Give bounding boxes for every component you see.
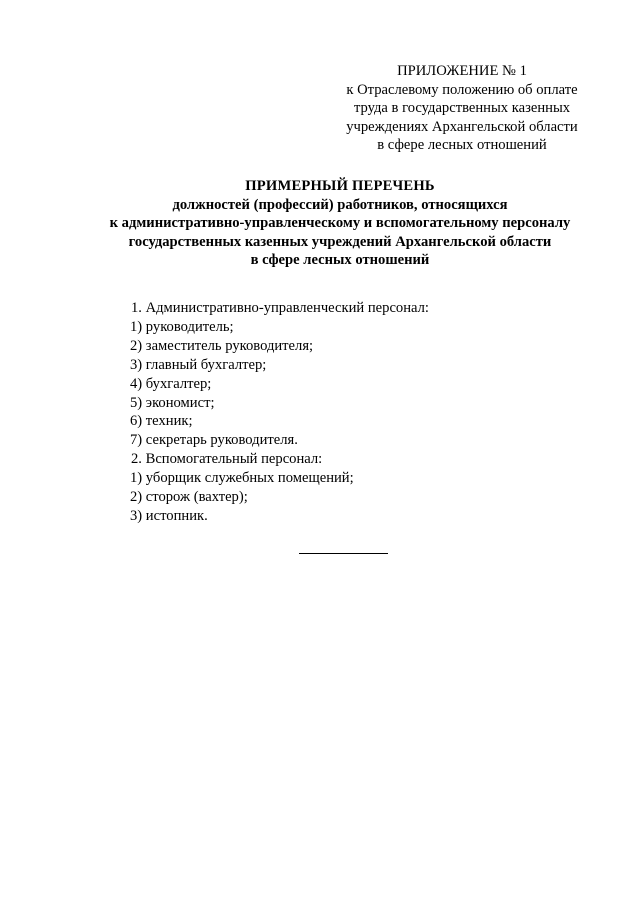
appendix-line: учреждениях Архангельской области bbox=[346, 118, 578, 135]
closing-divider bbox=[299, 553, 388, 554]
title-line: в сфере лесных отношений bbox=[250, 252, 430, 269]
list-item: 3) истопник. bbox=[130, 507, 208, 524]
appendix-header bbox=[330, 62, 594, 155]
list-item: 5) экономист; bbox=[130, 394, 215, 411]
appendix-number: ПРИЛОЖЕНИЕ № 1 bbox=[397, 63, 527, 79]
list-item: 1) уборщик служебных помещений; bbox=[130, 470, 354, 487]
title-line: должностей (профессий) работников, относящихся bbox=[172, 196, 508, 213]
appendix-line: в сфере лесных отношений bbox=[377, 137, 547, 154]
title-line: государственных казенных учреждений Архангельской области bbox=[128, 233, 552, 250]
list-item: 1) руководитель; bbox=[130, 318, 234, 335]
list-item: 7) секретарь руководителя. bbox=[130, 432, 298, 449]
appendix-line: к Отраслевому положению об оплате bbox=[346, 81, 578, 98]
section-heading-admin: 1. Административно-управленческий персонал: bbox=[131, 300, 429, 316]
list-item: 4) бухгалтер; bbox=[130, 375, 212, 392]
title-line: к административно-управленческому и вспомогательному персоналу bbox=[109, 215, 571, 232]
list-item: 2) заместитель руководителя; bbox=[130, 337, 314, 354]
document-title bbox=[40, 177, 640, 270]
title-main: ПРИМЕРНЫЙ ПЕРЕЧЕНЬ bbox=[245, 178, 435, 194]
list-item: 6) техник; bbox=[130, 413, 193, 430]
section-heading-support: 2. Вспомогательный персонал: bbox=[131, 451, 323, 468]
positions-list bbox=[131, 299, 591, 526]
appendix-line: труда в государственных казенных bbox=[353, 100, 571, 117]
list-item: 2) сторож (вахтер); bbox=[130, 489, 248, 506]
list-item: 3) главный бухгалтер; bbox=[130, 356, 267, 373]
